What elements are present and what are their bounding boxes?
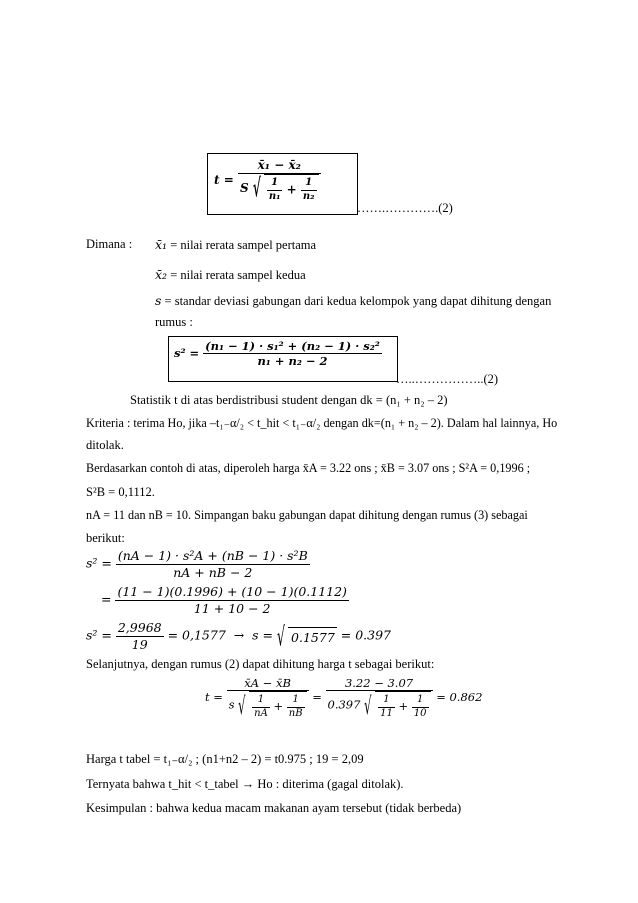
formula-5: s² = $\frac{2,9968}{19}$ = 0,1577 → s = √ 0.1577 = 0.397 [86,620,391,652]
def-3b: rumus : [155,315,193,329]
harga-text: Harga t tabel = t₁₋α/₂ ; (n1+n2 – 2) = t0.975 ; 19 = 2,09 [86,752,364,766]
ternyata-text: Ternyata bahwa t_hit < t_tabel → Ho : diterima (gagal ditolak). [86,777,404,791]
kesimpulan-text: Kesimpulan : bahwa kedua macam makanan ayam tersebut (tidak berbeda) [86,801,462,815]
formula-4: = $\frac{(11 - 1)(0.1996) + (10 - 1)(0.1112)}{11 + 10 - 2}$ [101,584,347,616]
formula-3: s² = $\frac{\text{(nA − 1) · s²A + (nB − 1) · s²B}}{nA + nB - 2}$ [86,548,308,580]
statistik-text: Statistik t di atas berdistribusi student dengan dk = (n₁ + n₂ – 2) [130,393,448,407]
kriteria-line1: Kriteria : terima Ho, jika –t₁₋α/₂ < t_hit < t₁₋α/₂ dengan dk=(n₁ + n₂ – 2). Dalam hal lainnya, Ho [86,416,558,430]
def-3: s = standar deviasi gabungan dari kedua kelompok yang dapat dihitung dengan [155,293,552,308]
formula-2: s² = $\frac{\text{(n₁ − 1) · s₁² + (n₂ − 1) · s₂²}}{\text{n₁ + n₂ − 2}}$ [174,339,380,369]
na-nb-line2: berikut: [86,531,125,545]
contoh-line2: S²B = 0,1112. [86,485,155,499]
contoh-line1: Berdasarkan contoh di atas, diperoleh harga x̄A = 3.22 ons ; x̄B = 3.07 ons ; S²A = 0,1996 ; [86,461,531,475]
dimana-label: Dimana : [86,237,133,251]
formula-1-ref: …….………….(2) [357,201,453,215]
formula-2-ref: …..……………..(2) [396,372,499,386]
formula-6: t = x̄A − x̄B s √ $\frac{1}{nA}$ + $\frac{1}{nB}$ = 3.22 − 3.07 0.397 √ $\frac{1}{11}$ + $\frac{1}{10}$ = 0.862 [205,676,482,720]
selanjutnya-text: Selanjutnya, dengan rumus (2) dapat dihitung harga t sebagai berikut: [86,657,435,671]
def-1: x̄₁ = nilai rerata sampel pertama [155,237,317,252]
kriteria-line2: ditolak. [86,438,124,452]
na-nb-line1: nA = 11 dan nB = 10. Simpangan baku gabungan dapat dihitung dengan rumus (3) sebagai [86,508,528,522]
def-2: x̄₂ = nilai rerata sampel kedua [155,267,306,282]
formula-1: t = x̄₁ − x̄₂ S √ $\frac{1}{\text{n₁}}$ + $\frac{1}{\text{n₂}}$ [214,158,321,203]
